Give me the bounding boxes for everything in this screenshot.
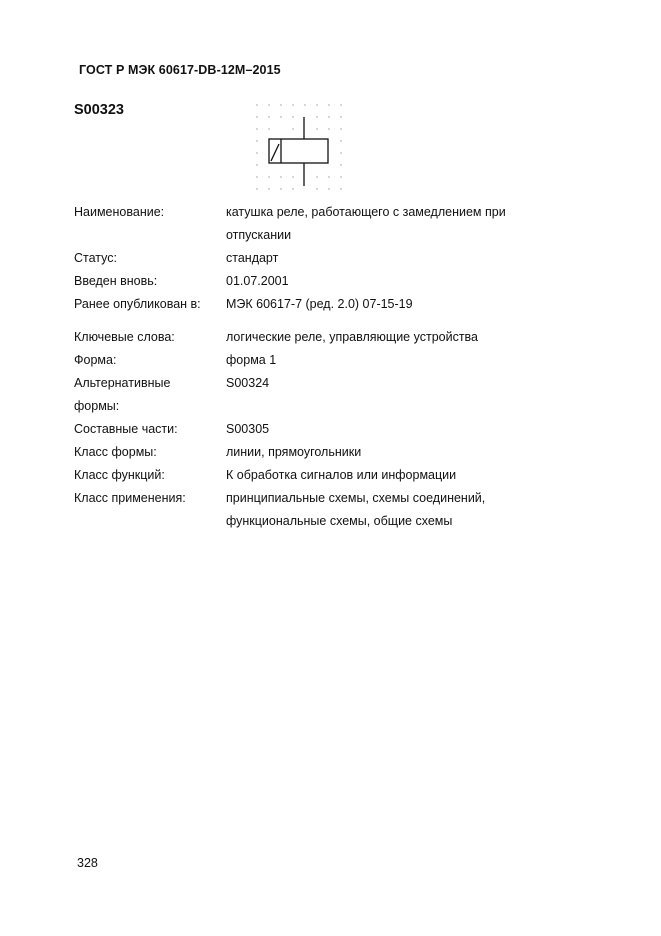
property-previously-published <box>74 293 574 316</box>
property-label: Класс функций: <box>74 468 165 482</box>
relay-coil-slow-release-icon <box>250 98 350 202</box>
property-keywords <box>74 326 574 349</box>
property-label: Форма: <box>74 353 117 367</box>
property-value: стандарт <box>226 251 279 265</box>
property-value-line: катушка реле, работающего с замедлением при <box>226 205 506 219</box>
property-label: Класс применения: <box>74 491 186 505</box>
property-value: форма 1 <box>226 353 277 367</box>
property-shape-class <box>74 441 574 464</box>
property-label: Введен вновь: <box>74 274 158 288</box>
property-label <box>74 372 226 418</box>
property-label: Наименование: <box>74 205 165 219</box>
property-value: линии, прямоугольники <box>226 445 362 459</box>
property-label-line: Альтернативные <box>74 376 171 390</box>
property-value: МЭК 60617-7 (ред. 2.0) 07-15-19 <box>226 297 413 311</box>
property-value: S00305 <box>226 422 270 436</box>
symbol-code: S00323 <box>74 102 124 118</box>
property-alternative-forms <box>74 372 574 418</box>
property-value-line: функциональные схемы, общие схемы <box>226 514 453 528</box>
document-standard-title: ГОСТ Р МЭК 60617-DB-12M–2015 <box>79 63 281 77</box>
symbol-properties <box>74 201 574 533</box>
property-label: Составные части: <box>74 422 178 436</box>
property-components <box>74 418 574 441</box>
property-label: Ранее опубликован в: <box>74 297 201 311</box>
page-number: 328 <box>77 856 98 870</box>
property-label: Статус: <box>74 251 117 265</box>
property-value-line: отпускании <box>226 228 292 242</box>
property-name <box>74 201 574 247</box>
property-value: 01.07.2001 <box>226 274 289 288</box>
property-application-class <box>74 487 574 533</box>
coil-symbol <box>269 117 328 186</box>
property-introduced <box>74 270 574 293</box>
property-label: Класс формы: <box>74 445 157 459</box>
property-status <box>74 247 574 270</box>
property-value: S00324 <box>226 376 270 390</box>
property-value <box>226 201 574 247</box>
property-form <box>74 349 574 372</box>
property-label-line: формы: <box>74 399 120 413</box>
property-value <box>226 487 574 533</box>
property-label: Ключевые слова: <box>74 330 175 344</box>
property-function-class <box>74 464 574 487</box>
property-value: К обработка сигналов или информации <box>226 468 457 482</box>
property-value-line: принципиальные схемы, схемы соединений, <box>226 491 486 505</box>
property-value: логические реле, управляющие устройства <box>226 330 479 344</box>
